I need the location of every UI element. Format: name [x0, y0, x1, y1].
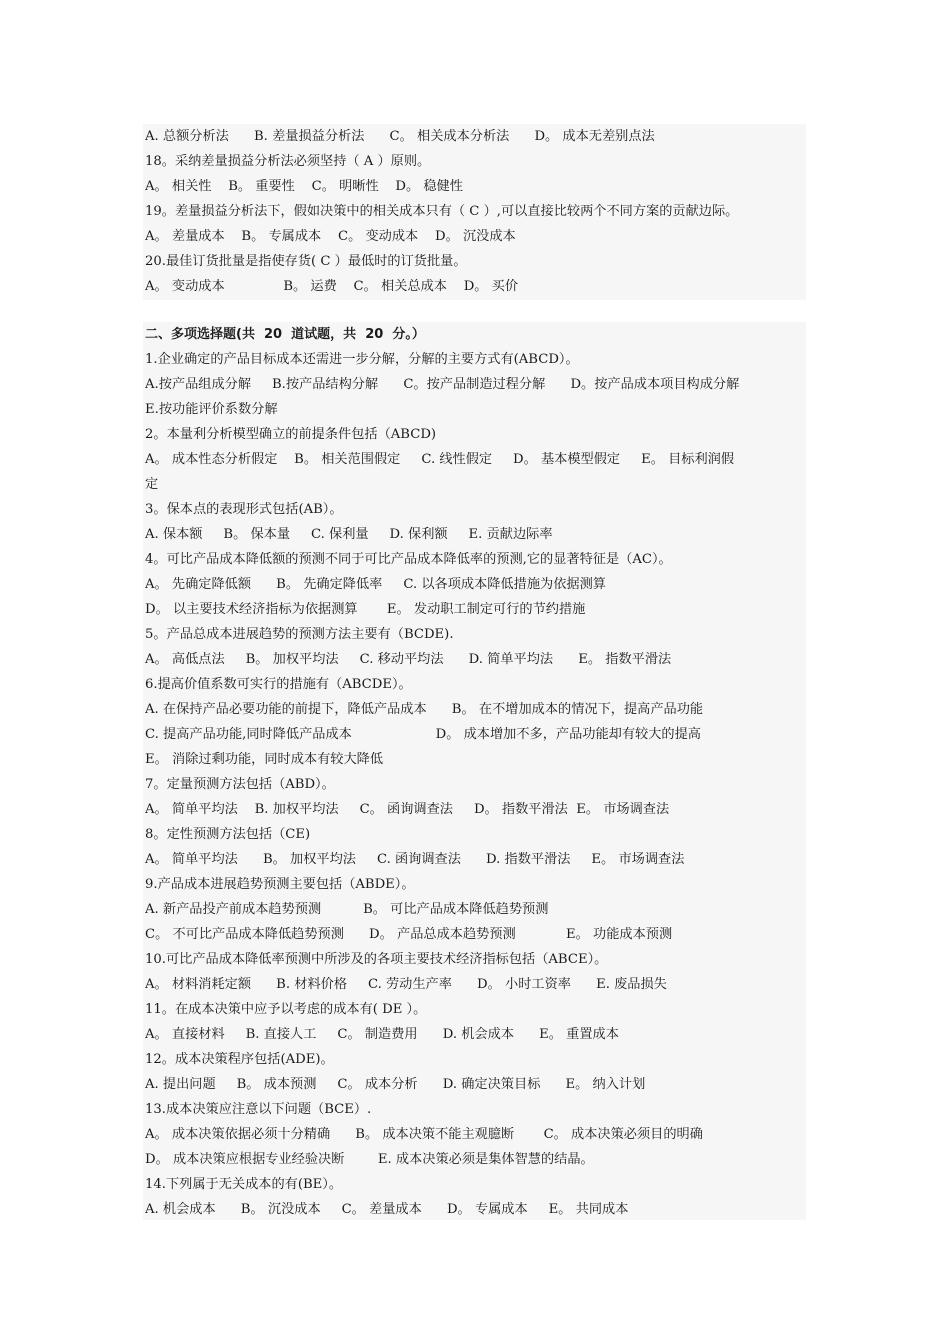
q18-options: A。 相关性 B。 重要性 C。 明晰性 D。 稳健性	[145, 179, 463, 194]
text-line: A。 简单平均法 B。 加权平均法 C. 函询调查法 D. 指数平滑法 E。 市场调查法	[145, 852, 685, 867]
text-line: 11。在成本决策中应予以考虑的成本有( DE ）。	[145, 1002, 427, 1017]
q20-options: A。 变动成本 B。 运费 C。 相关总成本 D。 买价	[145, 279, 519, 294]
text-line: A.按产品组成分解 B.按产品结构分解 C。按产品制造过程分解 D。按产品成本项目构成分解	[145, 377, 740, 392]
text-line: 14.下列属于无关成本的有(BE）。	[145, 1177, 343, 1192]
text-line: E.按功能评价系数分解	[145, 402, 278, 417]
text-line: A. 保本额 B。 保本量 C. 保利量 D. 保利额 E. 贡献边际率	[145, 527, 553, 542]
q20-question: 20.最佳订货批量是指使存货( C ）最低时的订货批量。	[145, 254, 467, 269]
text-line: E。 消除过剩功能，同时成本有较大降低	[145, 752, 384, 767]
text-line: 定	[145, 477, 159, 492]
text-line: C. 提高产品功能,同时降低产品成本 D。 成本增加不多，产品功能却有较大的提高	[145, 727, 701, 742]
text-line: A。 材料消耗定额 B. 材料价格 C. 劳动生产率 D。 小时工资率 E. 废品损失	[145, 977, 667, 992]
text-line: D。 以主要技术经济指标为依据测算 E。 发动职工制定可行的节约措施	[145, 602, 586, 617]
text-line: 10.可比产品成本降低率预测中所涉及的各项主要技术经济指标包括（ABCE）。	[145, 952, 608, 967]
q17-options: A. 总额分析法 B. 差量损益分析法 C。 相关成本分析法 D。 成本无差别点法	[145, 129, 655, 144]
text-line: A. 提出问题 B。 成本预测 C。 成本分析 D. 确定决策目标 E。 纳入计划	[145, 1077, 646, 1092]
text-line: 9.产品成本进展趋势预测主要包括（ABDE）。	[145, 877, 415, 892]
text-line: 3。保本点的表现形式包括(AB）。	[145, 502, 343, 517]
section-one-tail	[143, 124, 806, 300]
text-line: 8。定性预测方法包括（CE)	[145, 827, 311, 842]
text-line: 5。产品总成本进展趋势的预测方法主要有（BCDE).	[145, 627, 454, 642]
text-line: A。 直接材料 B. 直接人工 C。 制造费用 D. 机会成本 E。 重置成本	[145, 1027, 619, 1042]
text-line: 6.提高价值系数可实行的措施有（ABCDE）。	[145, 677, 412, 692]
q18-question: 18。采纳差量损益分析法必须坚持（ A ）原则。	[145, 154, 431, 169]
text-line: 12。成本决策程序包括(ADE)。	[145, 1052, 334, 1067]
text-line: A. 在保持产品必要功能的前提下，降低产品成本 B。 在不增加成本的情况下，提高产品功能	[145, 702, 704, 717]
text-line: 7。定量预测方法包括（ABD）。	[145, 777, 335, 792]
text-line: 4。可比产品成本降低额的预测不同于可比产品成本降低率的预测,它的显著特征是（AC）。	[145, 552, 672, 567]
section-two	[143, 322, 806, 1220]
text-line: A. 机会成本 B。 沉没成本 C。 差量成本 D。 专属成本 E。 共同成本	[145, 1202, 629, 1217]
text-line: C。 不可比产品成本降低趋势预测 D。 产品总成本趋势预测 E。 功能成本预测	[145, 927, 673, 942]
q19-question: 19。差量损益分析法下，假如决策中的相关成本只有（ C ）,可以直接比较两个不同方案的贡献边际。	[145, 204, 739, 219]
text-line: A。 先确定降低额 B。 先确定降低率 C. 以各项成本降低措施为依据测算	[145, 577, 606, 592]
text-line: A。 成本性态分析假定 B。 相关范围假定 C. 线性假定 D。 基本模型假定 E。 目标利润假	[145, 452, 735, 467]
text-line: A. 新产品投产前成本趋势预测 B。 可比产品成本降低趋势预测	[145, 902, 549, 917]
text-line: 2。本量利分析模型确立的前提条件包括（ABCD)	[145, 427, 437, 442]
text-line: A。 高低点法 B。 加权平均法 C. 移动平均法 D. 简单平均法 E。 指数平滑法	[145, 652, 672, 667]
text-line: 1.企业确定的产品目标成本还需进一步分解，分解的主要方式有(ABCD）。	[145, 352, 579, 367]
text-line: 13.成本决策应注意以下问题（BCE）.	[145, 1102, 372, 1117]
text-line: A。 成本决策依据必须十分精确 B。 成本决策不能主观臆断 C。 成本决策必须目的明确	[145, 1127, 703, 1142]
text-line: A。 简单平均法 B. 加权平均法 C。 函询调查法 D。 指数平滑法 E。 市场调查法	[145, 802, 670, 817]
section-heading: 二、多项选择题(共 20 道试题，共 20 分。）	[145, 327, 425, 342]
text-line: D。 成本决策应根据专业经验决断 E. 成本决策必须是集体智慧的结晶。	[145, 1152, 594, 1167]
q19-options: A。 差量成本 B。 专属成本 C。 变动成本 D。 沉没成本	[145, 229, 516, 244]
